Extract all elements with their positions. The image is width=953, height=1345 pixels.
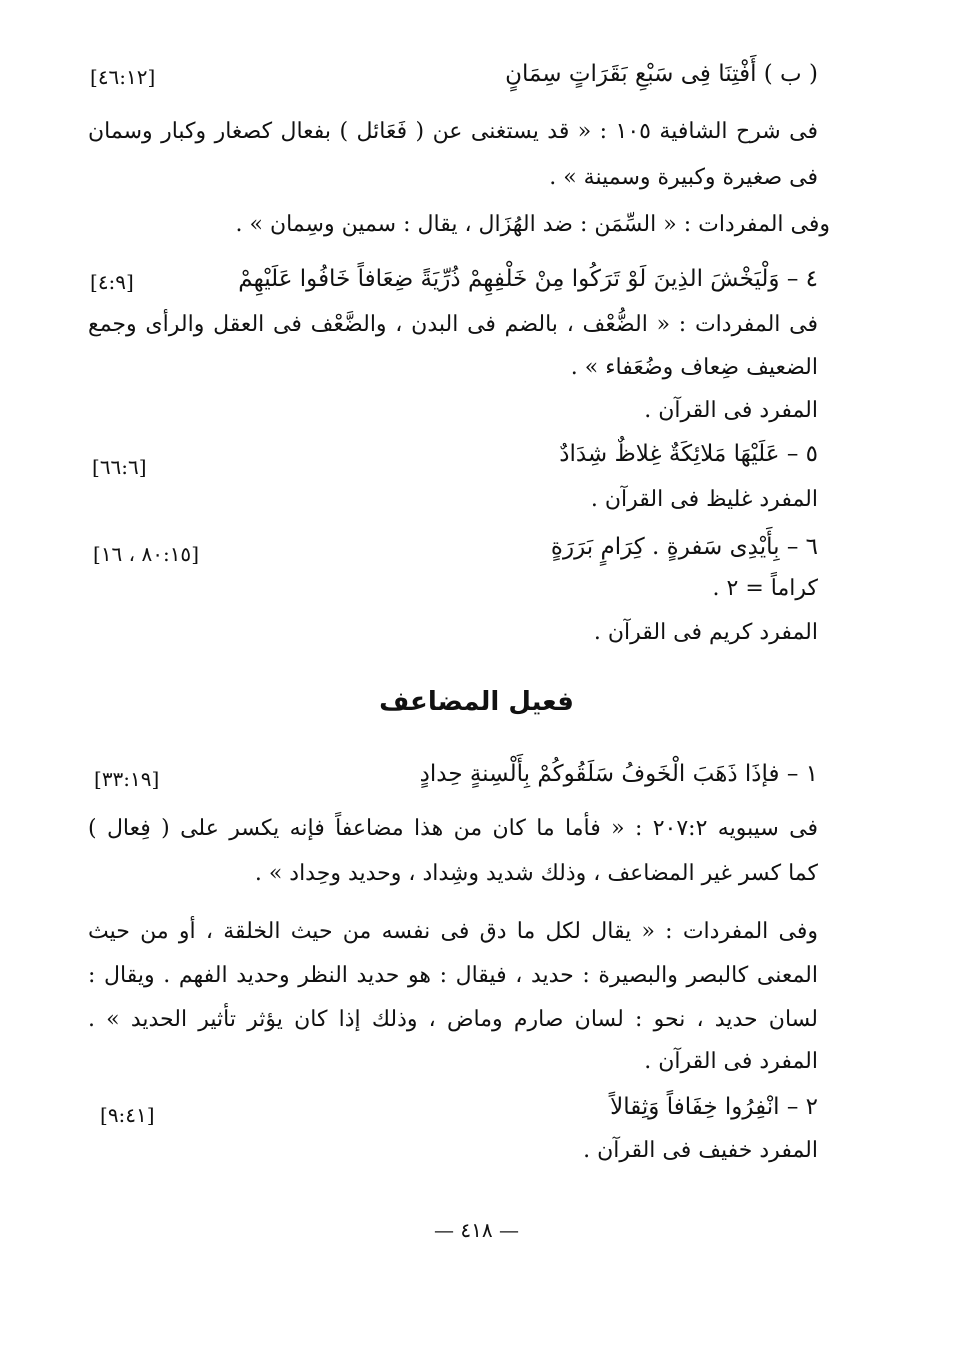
text-line: المعنى كالبصر والبصيرة : حديد ، فيقال : هو حديد النظر وحديد الفهم . ويقال : (88, 963, 818, 988)
verse-reference: [٤:٩] (90, 270, 134, 294)
text-line: المفرد خفيف فى القرآن . (583, 1138, 818, 1163)
text-line: فى شرح الشافية ١٠٥ : « قد يستغنى عن ( فَعَائل ) بفعال كصغار وكبار وسمان (88, 119, 819, 144)
page-number: — ٤١٨ — (434, 1218, 519, 1242)
verse-line: ٢ – انْفِرُوا خِفَافاً وَثِقالاً (610, 1094, 818, 1120)
verse-line: ٤ – وَلْيَخْشَ الذِينَ لَوْ تَرَكُوا مِنْ خَلْفِهِمْ ذُرِّيَةً ضِعَافاً خَافُوا عَلَيْهِمْ (238, 266, 818, 292)
verse-line: ١ – فإذَا ذَهَبَ الْخَوفُ سَلَقُوكُمْ بِأَلْسِنةٍ حِدادٍ (419, 761, 818, 787)
text-line: فى المفردات : « الضُّعْف ، بالضم فى البدن ، والضَّعْف فى العقل والرأى وجمع (88, 312, 818, 337)
text-line: المفرد غليظ فى القرآن . (590, 487, 818, 512)
verse-reference: [٤٦:١٢] (90, 65, 156, 89)
section-heading: فعيل المضاعف (379, 687, 574, 717)
verse-reference: [٩:٤١] (100, 1103, 155, 1127)
text-line: وفى المفردات : « يقال لكل ما دق فى نفسه من حيث الخلقة ، أو من حيث (88, 919, 818, 944)
text-line: لسان حديد ، نحو : لسان صارم وماض ، وذلك إذا كان يؤثر تأثير الحديد » . (88, 1007, 818, 1032)
verse-line: ٥ – عَلَيْهَا مَلائِكَةٌ غِلاظٌ شِدَادٌ (559, 441, 818, 467)
verse-reference: [٨٠:١٥ ، ١٦] (93, 542, 199, 566)
verse-line: ٦ – بِأَيْدِى سَفرةٍ . كِرَامٍ بَرَرَةٍ (550, 534, 818, 560)
verse-reference: [٣٣:١٩] (94, 767, 160, 791)
text-line: فى صغيرة وكبيرة وسمينة » . (549, 165, 818, 190)
verse-line: ( ب ) أَفْتِنَا فِى سَبْعِ بَقَرَاتٍ سِمَانٍ (505, 61, 818, 87)
text-line: المفرد فى القرآن . (644, 1049, 818, 1074)
text-line: فى سيبويه ٢٠٧:٢ : « فأما ما كان من هذا مضاعفاً فإنه يكسر على ( فِعال ) (88, 816, 818, 841)
text-line: وفى المفردات : « السِّمَن : ضد الهُزَال ، يقال : سمين وسِمان » . (235, 212, 830, 237)
text-line: المفرد كريم فى القرآن . (593, 620, 818, 645)
verse-reference: [٦٦:٦] (92, 455, 147, 479)
text-line: المفرد فى القرآن . (644, 398, 818, 423)
text-line: كراماً = ٢ . (712, 576, 818, 601)
text-line: كما كسر غير المضاعف ، وذلك شديد وشِداد ، وحديد وحِداد » . (254, 861, 818, 886)
text-line: الضعيف ضِعاف وضُعَفاء » . (570, 355, 818, 380)
